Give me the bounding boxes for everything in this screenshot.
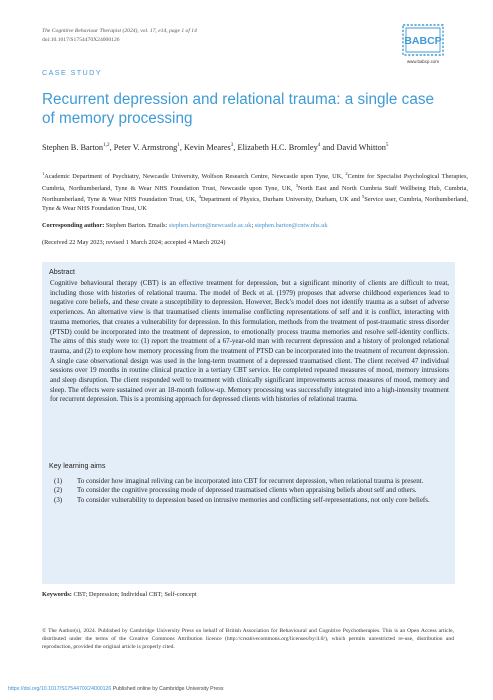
author-name: Stephen B. Barton xyxy=(42,142,104,152)
author-affil-sup: 1,2 xyxy=(103,142,110,148)
author-separator: , xyxy=(233,142,238,152)
abstract-box xyxy=(42,262,455,584)
babcp-seal-icon xyxy=(397,22,449,58)
affiliation-text: Academic Department of Psychiatry, Newcastle University, Wolfson Research Centre, Newcastle upon Tyne, UK, xyxy=(44,173,346,181)
footer-doi-link[interactable]: https://doi.org/10.1017/S1754470X24000126 xyxy=(8,686,112,692)
author-affil-sup: 5 xyxy=(385,142,389,148)
key-learning-aims-heading: Key learning aims xyxy=(49,462,106,470)
affiliation-text: North East and North Cumbria Staff Wellbeing Hub, Cumbria, Northumberland, Tyne & Wear NHS Foundation Trust, UK, xyxy=(42,184,468,204)
author-name: Elizabeth H.C. Bromley xyxy=(237,142,318,152)
key-learning-aims-list xyxy=(54,477,449,505)
license-text: © The Author(s), 2024. Published by Cambridge University Press on behalf of British Association for Behavioural and Cognitive Psychotherapies. This is an Open Access article, distributed under the terms of the Creative Commons Attribution licence (http://creativecommons.org/licenses/by/4.0/), which permits unrestricted re-use, distribution and reproduction, provided the original article is properly cited. xyxy=(42,628,454,650)
article-dates: (Received 22 May 2023; revised 1 March 2024; accepted 4 March 2024) xyxy=(42,239,226,246)
list-item xyxy=(54,496,449,505)
article-title: Recurrent depression and relational trauma: a single case of memory processing xyxy=(42,91,434,127)
article-type-label: CASE STUDY xyxy=(42,68,102,77)
aim-number: (2) xyxy=(54,486,63,495)
journal-citation xyxy=(42,27,197,44)
affiliation-number: 4 xyxy=(198,194,201,200)
babcp-logo[interactable] xyxy=(397,22,455,64)
affiliation-text: Department of Physics, Durham University, Durham, UK and xyxy=(200,196,362,204)
email-link-2[interactable]: stephen.barton@cntw.nhs.uk xyxy=(254,222,328,229)
affiliation-text: Centre for Specialist Psychological Therapies, Cumbria, Northumberland, Tyne & Wear NHS Foundation Trust, Newcastle upon Tyne, UK, xyxy=(42,173,468,192)
logo-url[interactable]: www.babcp.com xyxy=(407,59,439,64)
keywords-text: CBT; Depression; Individual CBT; Self-concept xyxy=(73,591,197,598)
journal-doi[interactable]: doi:10.1017/S1754470X24000126 xyxy=(42,36,120,43)
footer-published: Published online by Cambridge University Press xyxy=(112,686,224,692)
aim-number: (3) xyxy=(54,495,63,504)
affiliation-number: 3 xyxy=(295,182,298,188)
list-item xyxy=(54,477,449,486)
aim-number: (1) xyxy=(54,477,63,485)
aim-text: To consider the cognitive processing mode of depressed traumatised clients when appraising beliefs about self and others. xyxy=(77,486,417,495)
page-footer xyxy=(8,686,223,692)
email-separator: ; xyxy=(251,222,254,229)
author-separator: and xyxy=(320,142,337,152)
aim-text: To consider vulnerability to depression based on intrusive memories and conflicting self-representations, not only core beliefs. xyxy=(77,495,430,504)
author-name: Kevin Meares xyxy=(184,142,231,152)
author-list xyxy=(42,140,462,153)
abstract-heading: Abstract xyxy=(49,268,76,276)
keywords xyxy=(42,591,468,600)
logo-wordmark: BABCP xyxy=(404,35,442,47)
author-separator: , xyxy=(109,142,114,152)
affiliation-number: 2 xyxy=(345,171,348,176)
author-affil-sup: 1 xyxy=(177,142,180,148)
affiliation-number: 1 xyxy=(42,171,45,176)
corresponding-name: Stephen Barton. Emails: xyxy=(105,222,168,229)
author-affil-sup: 3 xyxy=(230,142,234,148)
author-affil-sup: 4 xyxy=(317,142,321,148)
journal-citation-text: The Cognitive Behaviour Therapist (2024), vol. 17, e14, page 1 of 14 xyxy=(42,28,197,34)
abstract-text: Cognitive behavioural therapy (CBT) is an effective treatment for depression, but a significant minority of clients are difficult to treat, including those with histories of relational trauma. The model of Beck et al. (1979) proposes that adverse childhood experiences lead to negative core beliefs, and these create a susceptibility to depression. However, Beck’s model does not identify trauma as a subset of adverse experiences. An alternative view is that traumatised clients internalise conflicting representations of self and it is conflict, interacting with trauma memories, that creates a vulnerability for depression. In this formulation, methods from the treatment of post-traumatic stress disorder (PTSD) could be incorporated into the treatment of depression, to emotionally process trauma memories and resolve self-identity conflicts. The aims of this study were to: (1) report the treatment of a 67-year-old man with recurrent depression and a history of prolonged relational trauma, and (2) to explore how memory processing from the treatment of PTSD can be incorporated into the treatment of recurrent depression. A single case observational design was used in the long-term treatment of a depressed traumatised client. The client received 47 individual sessions over 19 months in routine clinical practice in a tertiary CBT service. He completed repeated measures of mood, memory intrusions and sleep disruption. The client responded well to treatment with clinically significant improvements across measures of mood, memory and sleep. The effects were sustained over an 18-month follow-up. Memory processing was successfully integrated into a high-intensity treatment for recurrent depression. This is a promising approach for depressed clients with histories of relational trauma. xyxy=(50,279,449,404)
author-name: David Whitton xyxy=(336,142,386,152)
keywords-label: Keywords: xyxy=(42,591,72,598)
corresponding-author xyxy=(42,222,468,231)
list-item xyxy=(54,486,449,495)
author-separator: , xyxy=(179,142,185,152)
aim-text: To consider how imaginal reliving can be incorporated into CBT for recurrent depression, when relational trauma is present. xyxy=(77,477,424,485)
corresponding-label: Corresponding author: xyxy=(42,222,105,229)
author-name: Peter V. Armstrong xyxy=(113,142,178,152)
affiliation-number: 5 xyxy=(362,194,365,200)
email-link-1[interactable]: stephen.barton@newcastle.ac.uk xyxy=(168,222,252,229)
affiliation-text: Service user, Cumbria, Northumberland, Tyne & Wear NHS Foundation Trust, UK xyxy=(42,196,468,213)
affiliations xyxy=(42,170,468,214)
